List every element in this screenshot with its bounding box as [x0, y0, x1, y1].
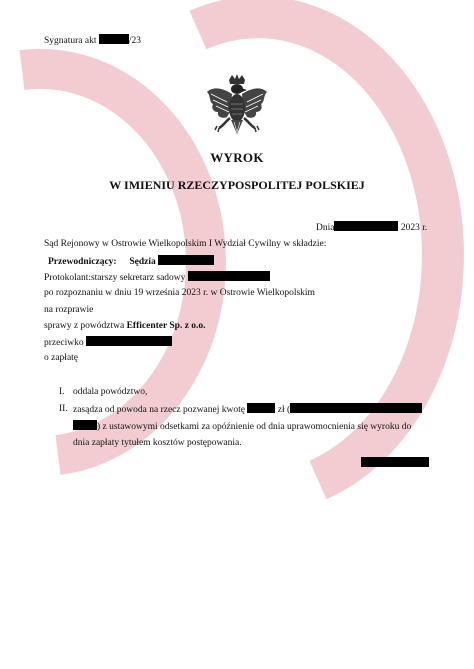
verdict-item-2-part1: zasądza od powoda na rzecz pozwanej kwotę — [73, 405, 245, 415]
clerk-line — [44, 271, 270, 284]
verdict-item-2-line2 — [73, 420, 411, 433]
session-line: na rozprawie — [44, 305, 94, 315]
clerk-label: Protokolant:starszy sekretarz sadowy — [44, 273, 186, 283]
redaction-block — [334, 221, 398, 231]
redaction-block — [247, 403, 275, 413]
signature-redaction — [361, 453, 429, 471]
against-line — [44, 336, 172, 349]
date-suffix: 2023 r. — [400, 223, 428, 233]
presiding-line — [48, 255, 214, 268]
presiding-label: Przewodniczący: — [48, 257, 117, 267]
redaction-block — [290, 403, 422, 413]
plaintiff-name: Efficenter Sp. z o.o. — [126, 321, 206, 331]
signature-line — [44, 34, 141, 47]
verdict-item-2-part2: zł ( — [277, 405, 291, 415]
verdict-item-2-line1 — [73, 403, 422, 416]
verdict-item-2-line3: dnia zapłaty tytułem kosztów postępowania. — [73, 438, 242, 448]
redaction-block — [361, 457, 429, 467]
against-label: przeciwko — [44, 338, 84, 348]
presiding-value: Sędzia — [129, 257, 156, 267]
verdict-item-1-text: oddala powództwo, — [73, 387, 148, 397]
signature-prefix: Sygnatura akt — [44, 36, 97, 46]
polish-eagle-icon — [205, 74, 269, 144]
signature-suffix: /23 — [128, 36, 142, 46]
verdict-item-2-number: II. — [59, 404, 68, 414]
redaction-block — [99, 34, 129, 44]
court-line: Sąd Rejonowy w Ostrowie Wielkopolskim I Wydział Cywilny w składzie: — [44, 239, 327, 249]
case-line — [44, 320, 206, 332]
redaction-block — [188, 271, 270, 281]
date-prefix: Dnia — [316, 223, 335, 233]
verdict-item-1-number: I. — [59, 387, 65, 397]
subject-line: o zapłatę — [44, 353, 79, 363]
redaction-block — [158, 255, 214, 265]
redaction-block — [86, 336, 172, 346]
date-line — [316, 221, 427, 234]
hearing-line: po rozpoznaniu w dniu 19 września 2023 r. w Ostrowie Wielkopolskim — [44, 288, 315, 298]
case-prefix: sprawy z powództwa — [44, 321, 125, 331]
document-subtitle: W IMIENIU RZECZYPOSPOLITEJ POLSKIEJ — [109, 178, 365, 192]
redaction-block — [73, 420, 97, 430]
verdict-item-2-part3: ) z ustawowymi odsetkami za opóźnienie od dnia uprawomocnienia się wyroku do — [97, 422, 412, 432]
document-title: WYROK — [210, 150, 264, 165]
